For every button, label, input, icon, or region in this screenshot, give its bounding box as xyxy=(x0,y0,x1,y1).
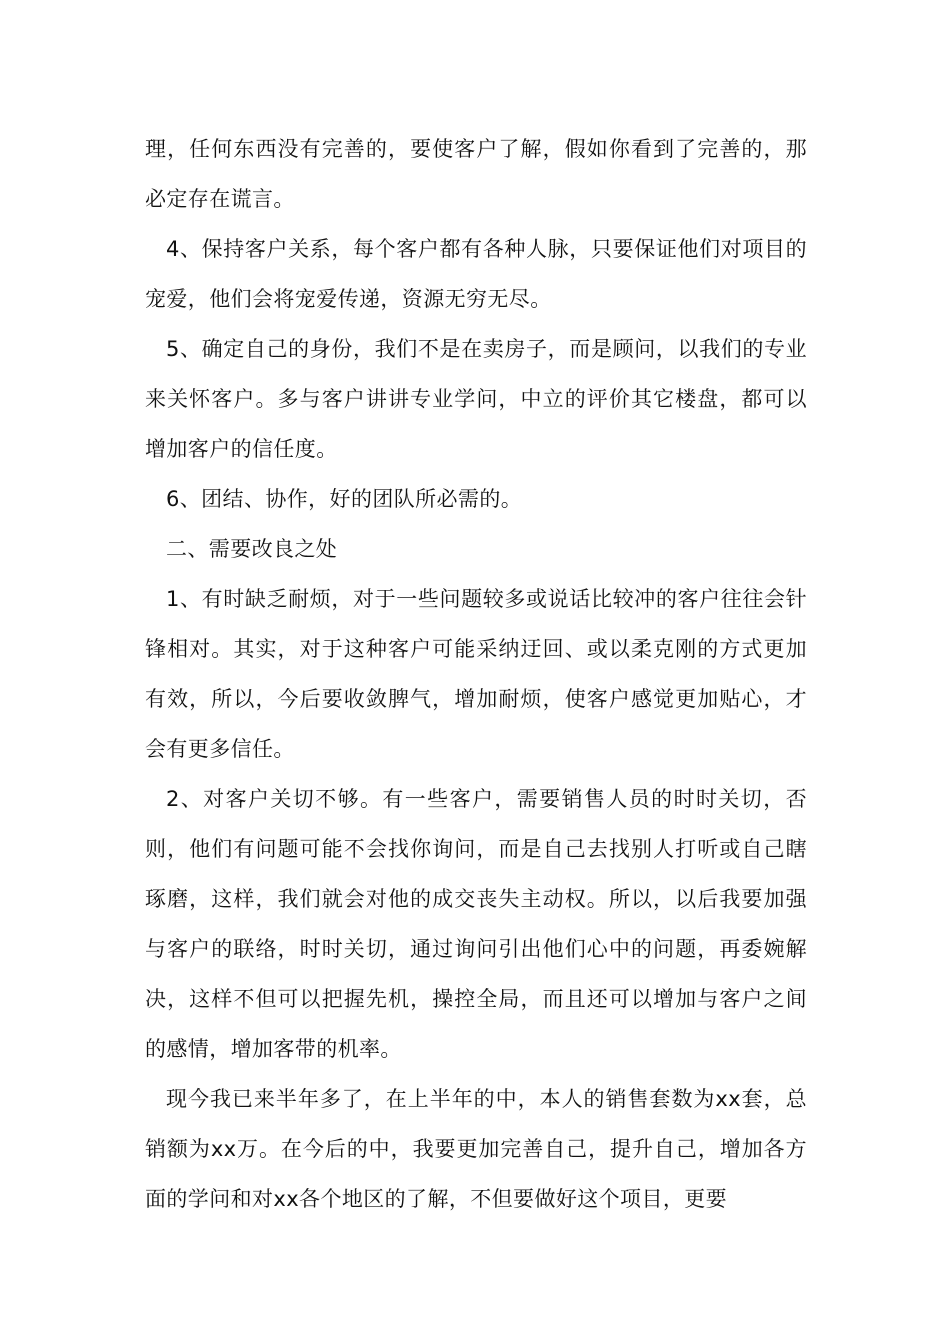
paragraph-2: 4、保持客户关系，每个客户都有各种人脉，只要保证他们对项目的宠爱，他们会将宠爱传递，资源无穷无尽。 xyxy=(145,237,807,311)
paragraph-4: 6、团结、协作，好的团队所必需的。 xyxy=(166,487,523,511)
section-heading: 二、需要改良之处 xyxy=(166,537,338,561)
paragraph-3: 5、确定自己的身份，我们不是在卖房子，而是顾问，以我们的专业来关怀客户。多与客户讲讲专业学问，中立的评价其它楼盘，都可以增加客户的信任度。 xyxy=(145,337,807,461)
document-page xyxy=(145,124,807,1224)
paragraph-5: 1、有时缺乏耐烦，对于一些问题较多或说话比较冲的客户往往会针锋相对。其实，对于这种客户可能采纳迂回、或以柔克刚的方式更加有效，所以，今后要收敛脾气，增加耐烦，使客户感觉更加贴心，才会有更多信任。 xyxy=(145,587,807,761)
paragraph-1: 理，任何东西没有完善的，要使客户了解，假如你看到了完善的，那必定存在谎言。 xyxy=(145,137,807,211)
paragraph-6: 2、对客户关切不够。有一些客户，需要销售人员的时时关切，否则，他们有问题可能不会找你询问，而是自己去找别人打听或自己瞎琢磨，这样，我们就会对他的成交丧失主动权。所以，以后我要加强与客户的联络，时时关切，通过询问引出他们心中的问题，再委婉解决，这样不但可以把握先机，操控全局，而且还可以增加与客户之间的感情，增加客带的机率。 xyxy=(145,787,807,1061)
paragraph-7: 现今我已来半年多了，在上半年的中，本人的销售套数为xx套，总销额为xx万。在今后的中，我要更加完善自己，提升自己，增加各方面的学问和对xx各个地区的了解，不但要做好这个项目，更要 xyxy=(145,1087,807,1211)
